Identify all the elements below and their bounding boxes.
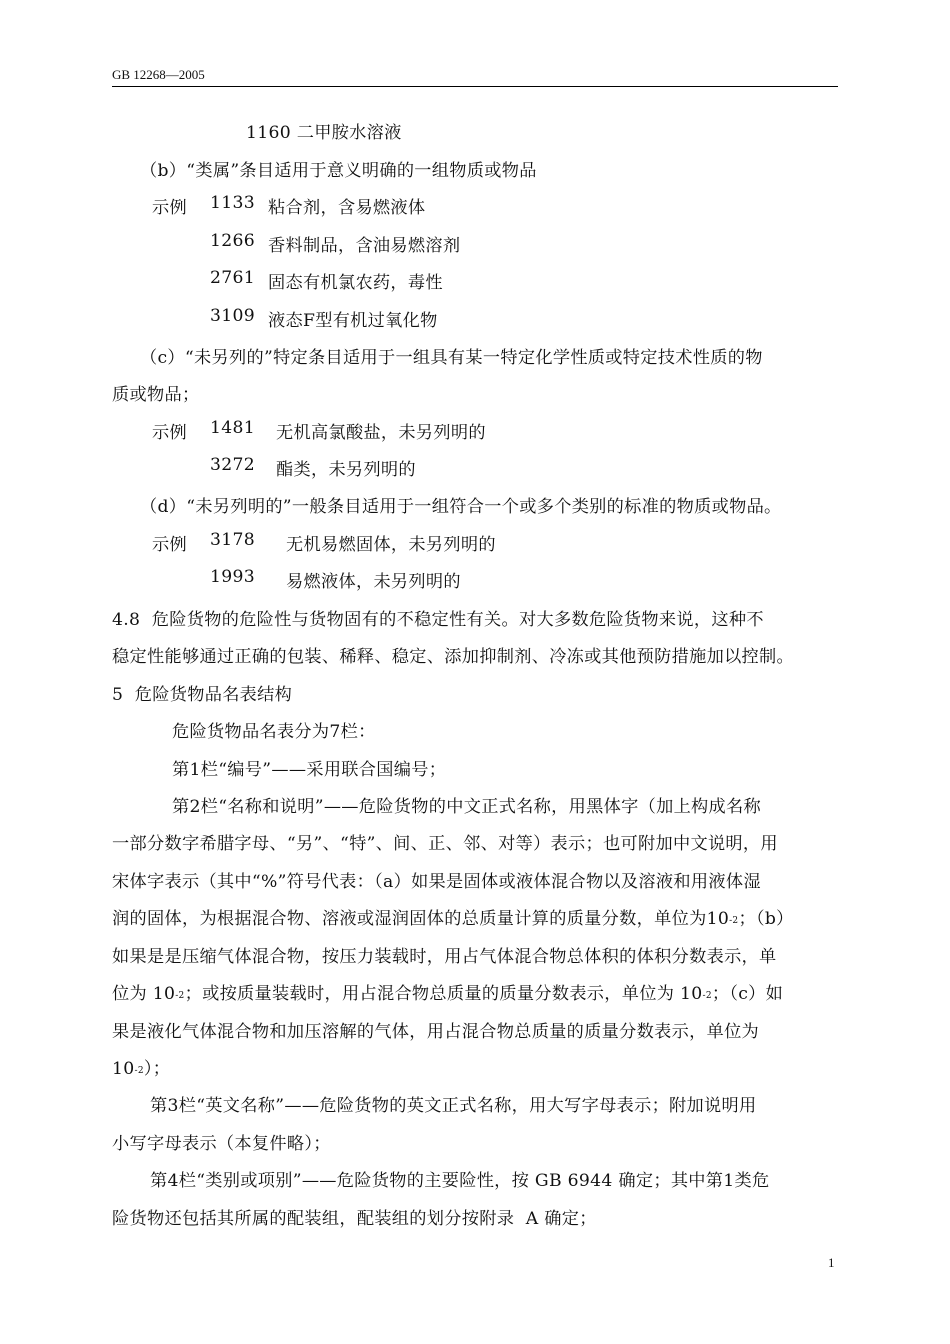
- text-line: 润的固体，为根据混合物、溶液或湿润固体的总质量计算的质量分数，单位为10-2；（b）: [112, 909, 794, 929]
- text-line: 质或物品；: [112, 385, 200, 405]
- example-name: 无机高氯酸盐，未另列明的: [276, 423, 486, 443]
- text-line: 果是液化气体混合物和加压溶解的气体，用占混合物总质量的质量分数表示，单位为: [112, 1022, 760, 1042]
- un-number: 1481: [210, 418, 255, 438]
- text-line: 位为 10-2；或按质量装载时，用占混合物总质量的质量分数表示，单位为 10-2；（c）如: [112, 984, 784, 1004]
- text-line: 一部分数字希腊字母、“另”、“特”、间、正、邻、对等）表示；也可附加中文说明，用: [112, 834, 778, 854]
- example-label: 示例: [152, 423, 187, 443]
- column-1-desc: 第1栏“编号”——采用联合国编号；: [172, 760, 447, 780]
- text-line: 10-2）；: [112, 1059, 171, 1079]
- document-code-header: GB 12268—2005: [112, 67, 205, 82]
- un-number: 2761: [210, 268, 255, 288]
- un-number: 1266: [210, 231, 255, 251]
- text-line: 如果是是压缩气体混合物，按压力装载时，用占气体混合物总体积的体积分数表示，单: [112, 947, 777, 967]
- un-number: 3178: [210, 530, 255, 550]
- un-number: 1993: [210, 567, 255, 587]
- text-line: 稳定性能够通过正确的包装、稀释、稳定、添加抑制剂、冷冻或其他预防措施加以控制。: [112, 647, 795, 667]
- text-line: （d）“未另列明的”一般条目适用于一组符合一个或多个类别的标准的物质或物品。: [140, 497, 782, 517]
- example-name: 粘合剂，含易燃液体: [268, 198, 426, 218]
- text-line: 危险货物品名表分为7栏：: [172, 722, 376, 742]
- un-number: 3272: [210, 455, 255, 475]
- page-number: 1: [828, 1255, 835, 1270]
- column-4-desc: 第4栏“类别或项别”——危险货物的主要险性，按 GB 6944 确定；其中第1类危: [150, 1171, 770, 1191]
- example-name: 无机易燃固体，未另列明的: [286, 535, 496, 555]
- text-line: 险货物还包括其所属的配装组，配装组的划分按附录 A 确定；: [112, 1209, 597, 1229]
- text-line: 小写字母表示（本复件略）；: [112, 1134, 331, 1154]
- example-name: 固态有机氯农药，毒性: [268, 273, 443, 293]
- section-4-8: 4.8 危险货物的危险性与货物固有的不稳定性有关。对大多数危险货物来说，这种不: [112, 610, 764, 630]
- un-number: 1133: [210, 193, 255, 213]
- header-rule: [112, 86, 838, 87]
- example-name: 酯类，未另列明的: [276, 460, 416, 480]
- un-number: 3109: [210, 306, 255, 326]
- superscript: -2: [175, 991, 185, 1001]
- example-name: 香料制品，含油易燃溶剂: [268, 236, 461, 256]
- column-2-desc: 第2栏“名称和说明”——危险货物的中文正式名称，用黑体字（加上构成名称: [172, 797, 762, 817]
- example-label: 示例: [152, 535, 187, 555]
- superscript: -2: [729, 916, 739, 926]
- text-line: 宋体字表示（其中“%”符号代表：（a）如果是固体或液体混合物以及溶液和用液体湿: [112, 872, 761, 892]
- column-3-desc: 第3栏“英文名称”——危险货物的英文正式名称，用大写字母表示；附加说明用: [150, 1096, 757, 1116]
- text-line: 1160 二甲胺水溶液: [246, 123, 402, 143]
- text-line: （b）“类属”条目适用于意义明确的一组物质或物品: [140, 161, 537, 181]
- superscript: -2: [702, 991, 712, 1001]
- example-label: 示例: [152, 198, 187, 218]
- superscript: -2: [134, 1066, 144, 1076]
- section-5-heading: 5 危险货物品名表结构: [112, 685, 293, 705]
- example-name: 液态F型有机过氧化物: [268, 311, 438, 331]
- text-line: （c）“未另列的”特定条目适用于一组具有某一特定化学性质或特定技术性质的物: [140, 348, 763, 368]
- example-name: 易燃液体，未另列明的: [286, 572, 461, 592]
